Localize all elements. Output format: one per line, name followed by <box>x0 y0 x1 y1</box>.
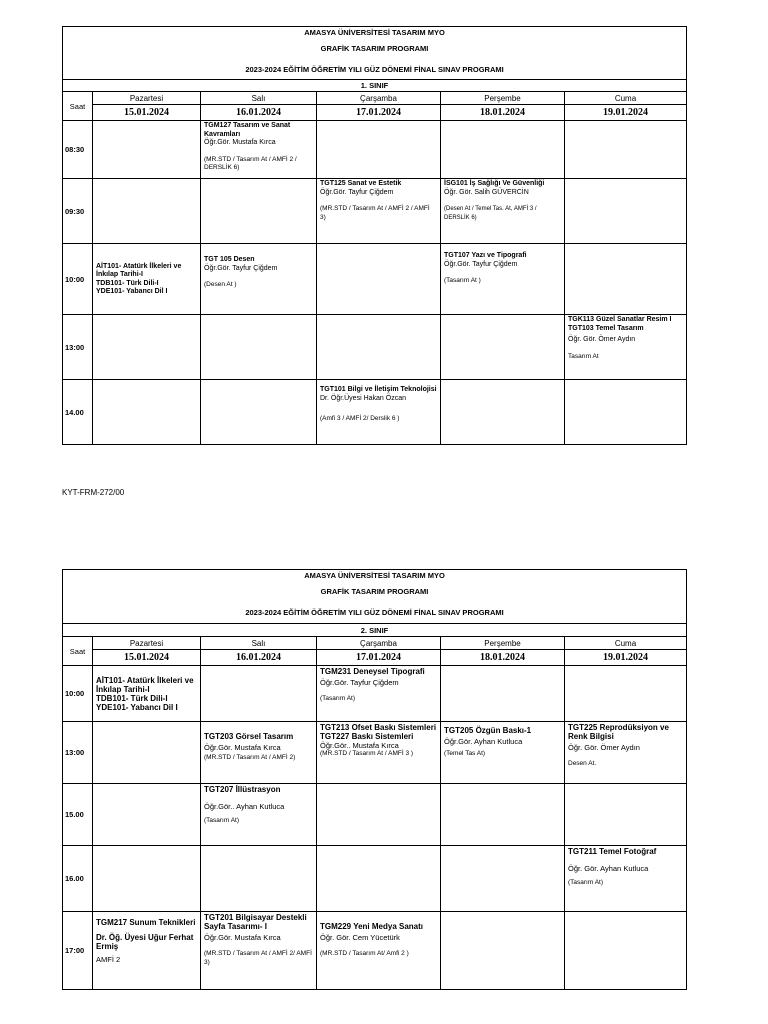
instructor: Öğr.Gör.. Mustafa Kırca <box>320 741 399 750</box>
exam-cell <box>441 179 565 244</box>
exam-cell <box>201 244 317 315</box>
day-date: 19.01.2024 <box>565 105 687 121</box>
day-date: 17.01.2024 <box>317 650 441 666</box>
course-name: İSG101 İş Sağlığı Ve Güvenliği <box>444 180 545 187</box>
day-name: Perşembe <box>441 92 565 105</box>
room: AMFİ 2 <box>96 955 121 964</box>
table-row <box>63 722 687 784</box>
day-name: Cuma <box>565 92 687 105</box>
room: (Desen At / Temel Tas. At, AMFİ 3 / DERSLİK 6) <box>444 206 537 221</box>
day-date: 18.01.2024 <box>441 650 565 666</box>
course-name: TGM127 Tasarım ve Sanat Kavramları <box>204 122 291 138</box>
course-name: TGT125 Sanat ve Estetik <box>320 180 402 187</box>
exam-cell <box>441 722 565 784</box>
exam-cell <box>201 912 317 990</box>
room: (Temel Tas At) <box>444 750 486 757</box>
course-name: TGT207 İllüstrasyon <box>204 785 281 794</box>
room: (MR.STD / Tasarım At / AMFİ 2 / AMFİ 3) <box>320 205 430 221</box>
day-date: 16.01.2024 <box>201 105 317 121</box>
course-name: TGT213 Ofset Baskı Sistemleri <box>320 723 437 732</box>
room: (MR.STD / Tasarım At / AMFİ 3 ) <box>320 750 414 757</box>
course-name: TGT107 Yazı ve Tipografi <box>444 252 527 259</box>
exam-cell <box>317 912 441 990</box>
instructor: Öğr.Gör. Mustafa Kırca <box>204 743 281 752</box>
institution-title: AMASYA ÜNİVERSİTESİ TASARIM MYO <box>63 27 687 39</box>
exam-cell <box>441 244 565 315</box>
table-row <box>63 846 687 912</box>
day-name: Çarşamba <box>317 637 441 650</box>
exam-cell <box>93 244 201 315</box>
instructor: Dr. Öğr.Üyesi Hakan Özcan <box>320 394 406 402</box>
course-name: TGT 105 Desen <box>204 256 255 263</box>
course-name: TGM229 Yeni Medya Sanatı <box>320 922 424 931</box>
exam-cell <box>317 722 441 784</box>
table-row <box>63 244 687 315</box>
time-slot: 14.00 <box>63 380 93 445</box>
time-slot: 08:30 <box>63 121 93 179</box>
room: (MR.STD / Tasarım At/ Amfi 2 ) <box>320 950 409 957</box>
time-slot: 13:00 <box>63 315 93 380</box>
course-name: YDE101- Yabancı Dil I <box>96 703 178 712</box>
room: (Tasarım At) <box>568 879 604 886</box>
table-row <box>63 315 687 380</box>
time-slot: 09:30 <box>63 179 93 244</box>
program-title: GRAFİK TASARIM PROGRAMI <box>63 581 687 602</box>
day-date: 17.01.2024 <box>317 105 441 121</box>
table-row <box>63 179 687 244</box>
day-date: 16.01.2024 <box>201 650 317 666</box>
day-name: Çarşamba <box>317 92 441 105</box>
saat-header: Saat <box>63 92 93 121</box>
exam-cell <box>317 179 441 244</box>
course-name: TGT203 Görsel Tasarım <box>204 732 294 741</box>
instructor: Öğr.Gör. Tayfur Çiğdem <box>444 260 518 268</box>
course-name: TGT227 Baskı Sistemleri <box>320 732 414 741</box>
room: (MR.STD / Tasarım At / AMFİ 2) <box>204 754 296 761</box>
day-name: Perşembe <box>441 637 565 650</box>
form-code: KYT-FRM-272/00 <box>62 488 125 497</box>
course-name: TGK113 Güzel Sanatlar Resim I <box>568 316 672 323</box>
course-name: TGT225 Reprodüksiyon ve Renk Bilgisi <box>568 723 669 741</box>
exam-cell <box>565 315 687 380</box>
exam-cell <box>317 380 441 445</box>
table-row <box>63 666 687 722</box>
day-date: 15.01.2024 <box>93 650 201 666</box>
grade-label: 2. SINIF <box>63 624 687 637</box>
room: Desen At. <box>568 760 597 767</box>
exam-cell <box>93 666 201 722</box>
institution-title: AMASYA ÜNİVERSİTESİ TASARIM MYO <box>63 570 687 582</box>
instructor: Öğr.Gör. Ayhan Kutluca <box>444 737 523 746</box>
day-name: Salı <box>201 637 317 650</box>
table-row <box>63 380 687 445</box>
schedule-table-grade2 <box>62 569 687 990</box>
instructor: Öğr.Gör.. Ayhan Kutluca <box>204 802 285 811</box>
room: (Amfi 3 / AMFİ 2/ Derslik 6 ) <box>320 415 400 422</box>
exam-cell <box>93 912 201 990</box>
instructor: Öğr.Gör. Tayfur Çiğdem <box>320 678 399 687</box>
course-name: TGM217 Sunum Teknikleri <box>96 918 196 927</box>
grade-label: 1. SINIF <box>63 80 687 92</box>
instructor: Öğr. Gör. Ömer Aydın <box>568 743 640 752</box>
table-row <box>63 784 687 846</box>
room: (Tasarım At) <box>204 817 240 824</box>
exam-cell <box>201 784 317 846</box>
time-slot: 15.00 <box>63 784 93 846</box>
room: (Tasarım At ) <box>444 277 481 284</box>
day-date: 19.01.2024 <box>565 650 687 666</box>
program-title: GRAFİK TASARIM PROGRAMI <box>63 38 687 59</box>
saat-header: Saat <box>63 637 93 666</box>
day-date: 15.01.2024 <box>93 105 201 121</box>
course-name: TGT103 Temel Tasarım <box>568 324 644 332</box>
course-name: TGT211 Temel Fotoğraf <box>568 847 657 856</box>
room: (Tasarım At) <box>320 695 356 702</box>
instructor: Öğr. Gör. Cem Yücetürk <box>320 933 400 942</box>
time-slot: 13:00 <box>63 722 93 784</box>
schedule-table-grade1 <box>62 26 687 445</box>
instructor: Öğr. Gör. Ömer Aydın <box>568 336 636 343</box>
room: (MR.STD / Tasarım At / AMFİ 2/ AMFİ 3) <box>204 950 312 966</box>
time-slot: 16.00 <box>63 846 93 912</box>
room: (Desen At ) <box>204 281 237 288</box>
instructor: Dr. Öğ. Üyesi Uğur Ferhat Ermiş <box>96 933 194 951</box>
day-name: Pazartesi <box>93 637 201 650</box>
exam-cell <box>201 722 317 784</box>
instructor: Öğr.Gör. Tayfur Çiğdem <box>204 264 278 272</box>
instructor: Öğr. Gör. Ayhan Kutluca <box>568 864 649 873</box>
day-date: 18.01.2024 <box>441 105 565 121</box>
course-name: AİT101- Atatürk İlkeleri ve İnkılap Tarihi-I <box>96 676 194 694</box>
course-name: TGT201 Bilgisayar Destekli Sayfa Tasarımı- I <box>204 913 307 931</box>
exam-cell <box>201 121 317 179</box>
exam-title: 2023-2024 EĞİTİM ÖĞRETİM YILI GÜZ DÖNEMİ FİNAL SINAV PROGRAMI <box>63 59 687 80</box>
exam-title: 2023-2024 EĞİTİM ÖĞRETİM YILI GÜZ DÖNEMİ FİNAL SINAV PROGRAMI <box>63 602 687 624</box>
table-row <box>63 121 687 179</box>
instructor: Öğr.Gör. Tayfur Çiğdem <box>320 188 394 196</box>
course-name: TGT101 Bilgi ve İletişim Teknolojisi <box>320 386 437 393</box>
instructor: Öğr.Gör. Mustafa Kırca <box>204 933 281 942</box>
exam-cell <box>317 666 441 722</box>
day-name: Cuma <box>565 637 687 650</box>
exam-cell <box>565 722 687 784</box>
course-name: TGT205 Özgün Baskı-1 <box>444 726 532 735</box>
day-name: Pazartesi <box>93 92 201 105</box>
room: (MR.STD / Tasarım At / AMFİ 2 / DERSLİK 6) <box>204 155 297 171</box>
course-name: TGM231 Deneysel Tipografi <box>320 667 425 676</box>
table-row <box>63 912 687 990</box>
course-name: YDE101- Yabancı Dil I <box>96 288 168 295</box>
room: Tasarım At <box>568 352 599 360</box>
day-name: Salı <box>201 92 317 105</box>
exam-cell <box>565 846 687 912</box>
instructor: Öğr.Gör. Mustafa Kırca <box>204 139 276 146</box>
time-slot: 10:00 <box>63 666 93 722</box>
course-name: TDB101- Türk Dili-I <box>96 279 159 287</box>
time-slot: 10:00 <box>63 244 93 315</box>
time-slot: 17:00 <box>63 912 93 990</box>
course-name: TDB101- Türk Dili-I <box>96 694 168 703</box>
course-name: AİT101- Atatürk İlkeleri ve İnkılap Tarihi-I <box>96 262 182 278</box>
instructor: Öğr. Gör. Salih GÜVERCİN <box>444 188 529 196</box>
